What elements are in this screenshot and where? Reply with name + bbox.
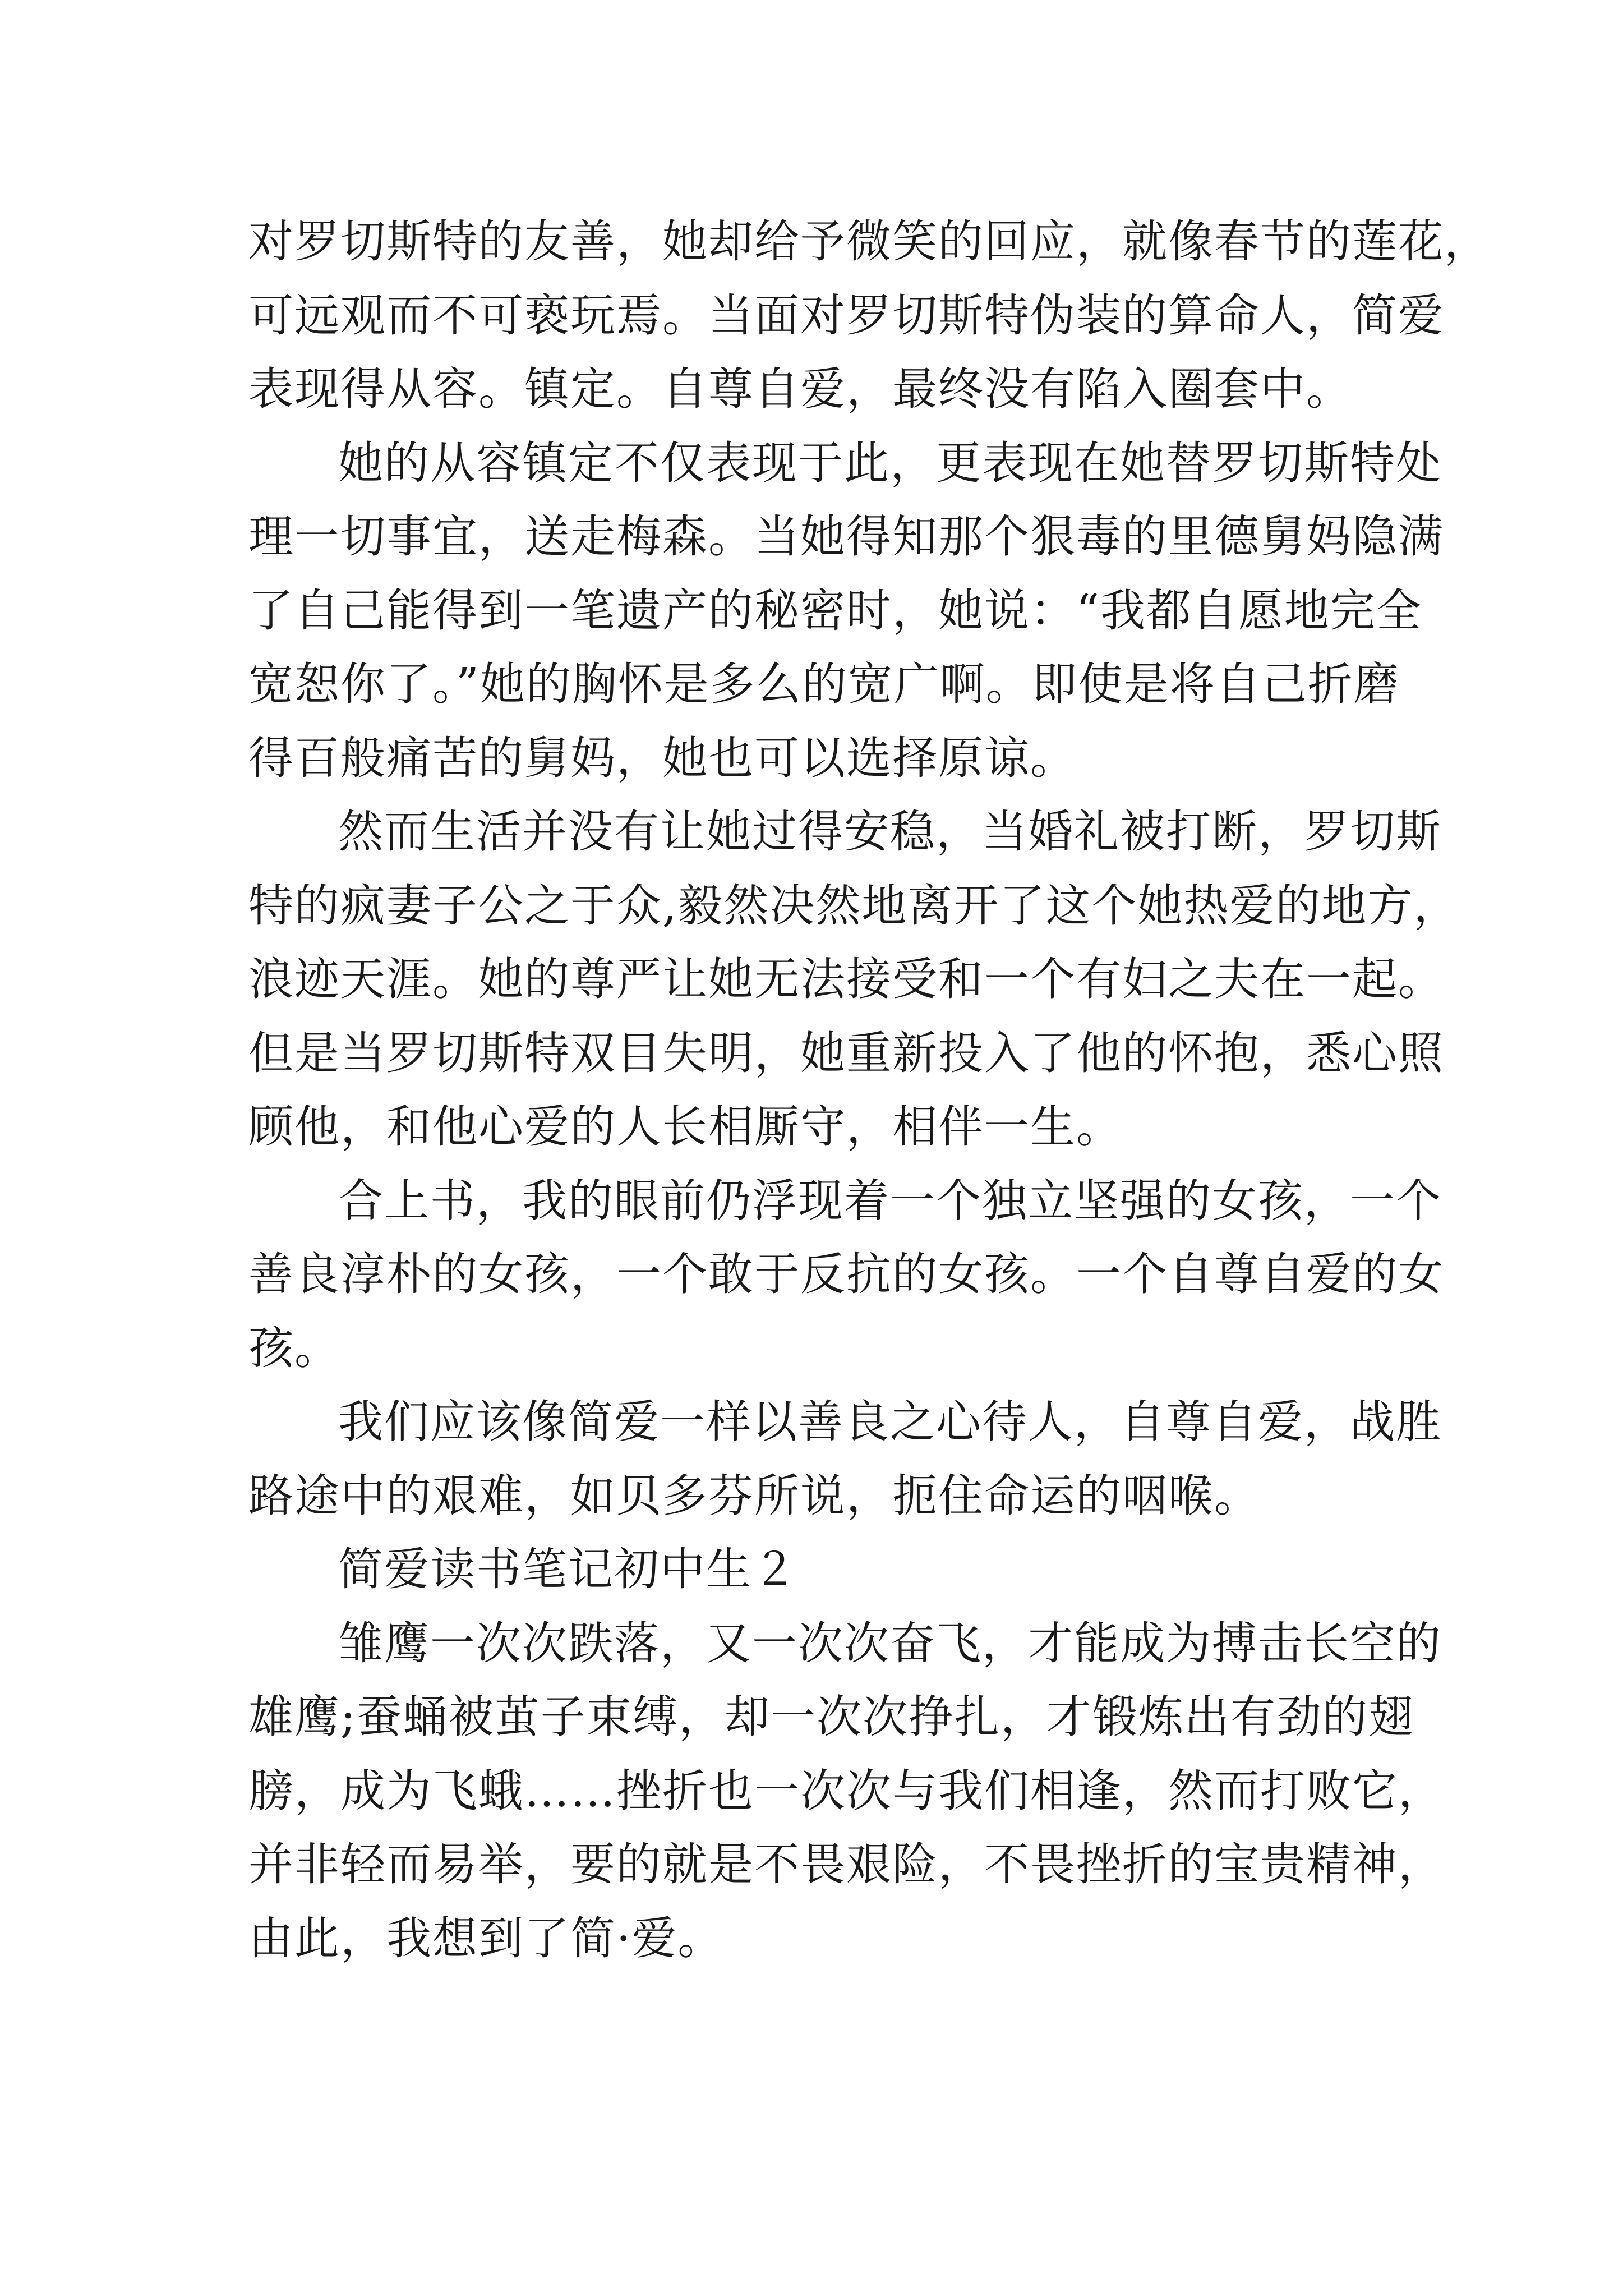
- text-line: 雄鹰;蚕蛹被茧子束缚，却一次次挣扎，才锻炼出有劲的翅: [248, 1691, 1414, 1743]
- paragraph-first-line: 然而生活并没有让她过得安稳，当婚礼被打断，罗切斯: [338, 806, 1442, 858]
- section-heading: 简爱读书笔记初中生２: [338, 1543, 798, 1595]
- body-text: [248, 205, 1490, 1975]
- paragraph-first-line: 合上书，我的眼前仍浮现着一个独立坚强的女孩，一个: [338, 1174, 1442, 1227]
- text-line: 善良淳朴的女孩，一个敢于反抗的女孩。一个自尊自爱的女: [248, 1248, 1444, 1300]
- text-line: 宽恕你了。”她的胸怀是多么的宽广啊。即使是将自己折磨: [248, 658, 1400, 710]
- text-line: 可远观而不可亵玩焉。当面对罗切斯特伪装的算命人，简爱: [248, 289, 1444, 342]
- paragraph-first-line: 我们应该像简爱一样以善良之心待人，自尊自爱，战胜: [338, 1396, 1442, 1448]
- text-line: 路途中的艰难，如贝多芬所说，扼住命运的咽喉。: [248, 1469, 1260, 1522]
- text-line: 表现得从容。镇定。自尊自爱，最终没有陷入圈套中。: [248, 363, 1352, 415]
- text-line: 孩。: [248, 1322, 340, 1374]
- text-line: 理一切事宜，送走梅森。当她得知那个狠毒的里德舅妈隐满: [248, 510, 1444, 563]
- text-line: 膀，成为飞蛾……挫折也一次次与我们相逢，然而打败它，: [248, 1764, 1444, 1817]
- text-line: 并非轻而易举，要的就是不畏艰险，不畏挫折的宝贵精神，: [248, 1838, 1444, 1890]
- text-line: 但是当罗切斯特双目失明，她重新投入了他的怀抱，悉心照: [248, 1027, 1444, 1079]
- text-line: 顾他，和他心爱的人长相厮守，相伴一生。: [248, 1101, 1122, 1153]
- text-line: 得百般痛苦的舅妈，她也可以选择原谅。: [248, 731, 1076, 784]
- paragraph-first-line: 雏鹰一次次跌落，又一次次奋飞，才能成为搏击长空的: [338, 1617, 1442, 1669]
- text-line: 对罗切斯特的友善，她却给予微笑的回应，就像春节的莲花，: [248, 215, 1490, 268]
- text-line: 浪迹天涯。她的尊严让她无法接受和一个有妇之夫在一起。: [248, 953, 1444, 1005]
- paragraph-first-line: 她的从容镇定不仅表现于此，更表现在她替罗切斯特处: [338, 436, 1442, 489]
- text-line: 了自己能得到一笔遗产的秘密时，她说：“我都自愿地完全: [248, 584, 1422, 637]
- text-line: 由此，我想到了简·爱。: [248, 1912, 724, 1964]
- text-line: 特的疯妻子公之于众,毅然决然地离开了这个她热爱的地方，: [248, 879, 1460, 932]
